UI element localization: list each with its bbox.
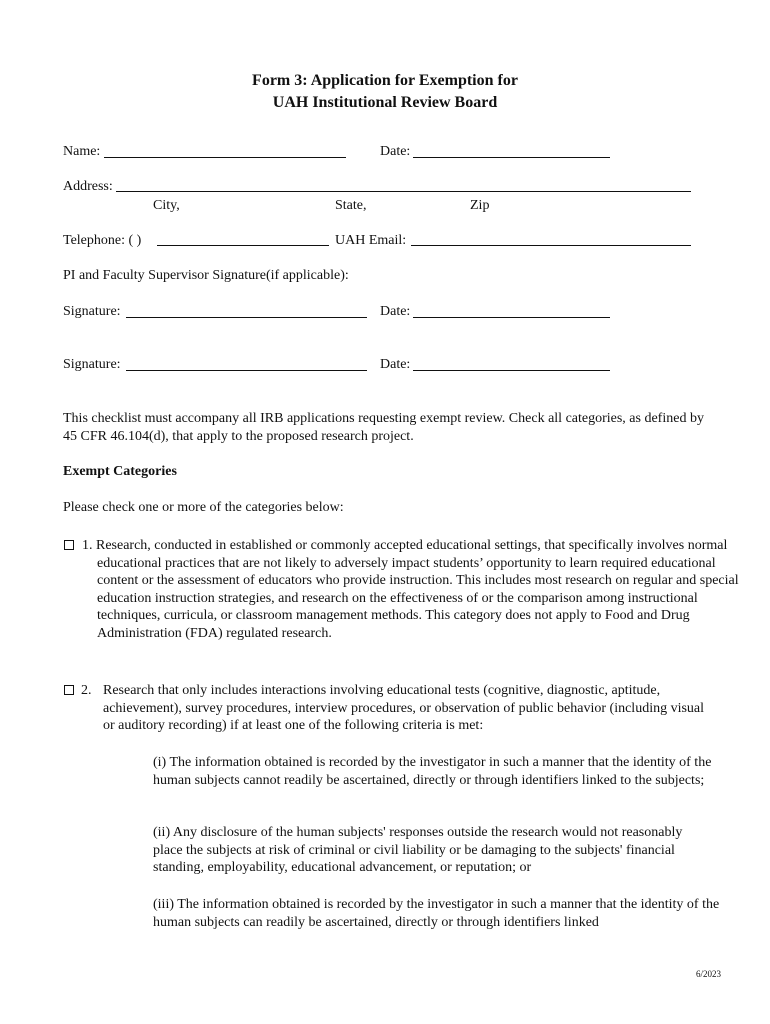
criterion-i-text: (i) The information obtained is recorded by the investigator in such a manner that the identity of the human subjects cannot readily be ascertained, directly or through identifiers linked to the subjects; — [153, 755, 712, 788]
exempt-categories-heading: Exempt Categories — [63, 464, 177, 479]
signature-label-1: Signature: — [63, 304, 121, 319]
email-label: UAH Email: — [335, 233, 407, 248]
name-field[interactable] — [104, 157, 346, 158]
category-2-number: 2. — [81, 683, 92, 698]
criterion-iii-text: (iii) The information obtained is recorded by the investigator in such a manner that the identity of the human subjects can readily be ascertained, directly or through identifiers linked — [153, 897, 720, 930]
signature-date-label-1: Date: — [380, 304, 411, 319]
zip-label: Zip — [470, 198, 490, 213]
address-field[interactable] — [116, 191, 691, 192]
form-title-line1: Form 3: Application for Exemption for — [252, 72, 518, 89]
email-field[interactable] — [411, 245, 691, 246]
telephone-label: Telephone: ( ) — [63, 233, 142, 248]
signature-field-2[interactable] — [126, 370, 367, 371]
instruction-text: Please check one or more of the categories below: — [63, 500, 344, 515]
name-label: Name: — [63, 144, 101, 159]
signature-field-1[interactable] — [126, 317, 367, 318]
version-footer: 6/2023 — [696, 969, 722, 979]
state-label: State, — [335, 198, 367, 213]
telephone-field[interactable] — [157, 245, 329, 246]
signature-date-label-2: Date: — [380, 357, 411, 372]
category-2-text: Research that only includes interactions involving educational tests (cognitive, diagnostic, aptitude, achievement), survey procedures, interview procedures, or observation of public behavior (including visual or auditory recording) if at least one of the following criteria is met: — [103, 683, 705, 733]
signature-label-2: Signature: — [63, 357, 121, 372]
signature-date-field-2[interactable] — [413, 370, 610, 371]
date-label: Date: — [380, 144, 411, 159]
intro-paragraph: This checklist must accompany all IRB applications requesting exempt review. Check all categories, as defined by 45 CFR 46.104(d), that apply to the proposed research project. — [63, 411, 704, 444]
city-label: City, — [153, 198, 180, 213]
signature-date-field-1[interactable] — [413, 317, 610, 318]
date-field[interactable] — [413, 157, 610, 158]
form-title-line2: UAH Institutional Review Board — [272, 94, 498, 111]
category-1-text: 1. Research, conducted in established or commonly accepted educational settings, that specifically involves normal educational practices that are not likely to adversely impact students’ opportunity to learn required educational content or the assessment of educators who provide instruction. This includes most research on regular and special education instruction strategies, and research on the effectiveness of or the comparison among instructional techniques, curricula, or classroom management methods. This category does not apply to Food and Drug Administration (FDA) regulated research. — [82, 538, 739, 641]
pi-signature-heading: PI and Faculty Supervisor Signature(if applicable): — [63, 268, 349, 283]
category-2-checkbox[interactable] — [64, 685, 74, 695]
address-label: Address: — [63, 179, 113, 194]
criterion-ii-text: (ii) Any disclosure of the human subjects' responses outside the research would not reasonably place the subjects at risk of criminal or civil liability or be damaging to the subjects' financial standing, employability, educational advancement, or reputation; or — [153, 825, 683, 875]
